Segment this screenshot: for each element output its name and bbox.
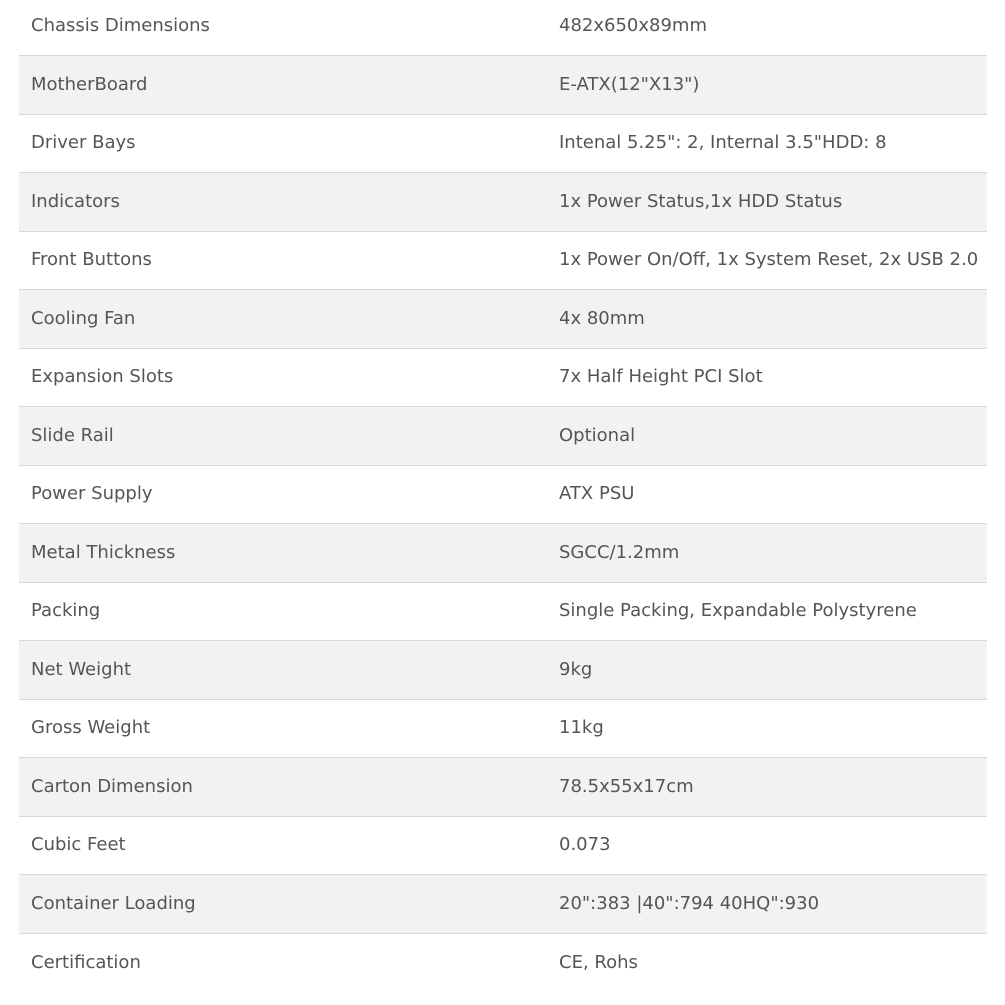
spec-label: Driver Bays bbox=[19, 114, 546, 173]
spec-label: Cooling Fan bbox=[19, 290, 546, 349]
spec-value: 0.073 bbox=[546, 816, 987, 875]
spec-label: Cubic Feet bbox=[19, 816, 546, 875]
spec-value: CE, Rohs bbox=[559, 951, 638, 973]
spec-table-body bbox=[19, 0, 987, 992]
table-row bbox=[19, 56, 987, 115]
spec-value: 7x Half Height PCI Slot bbox=[546, 348, 987, 407]
spec-label: Power Supply bbox=[19, 465, 546, 524]
spec-value: 9kg bbox=[546, 641, 987, 700]
spec-label: Chassis Dimensions bbox=[19, 0, 546, 56]
spec-label: Indicators bbox=[19, 173, 546, 232]
spec-value: 11kg bbox=[546, 699, 987, 758]
spec-label: Gross Weight bbox=[19, 699, 546, 758]
spec-label: Certification bbox=[31, 951, 141, 973]
spec-label: Container Loading bbox=[19, 875, 546, 934]
table-row bbox=[19, 407, 987, 466]
spec-label: Carton Dimension bbox=[19, 758, 546, 817]
spec-label: Front Buttons bbox=[19, 231, 546, 290]
spec-value: 1x Power Status,1x HDD Status bbox=[546, 173, 987, 232]
spec-value: Intenal 5.25": 2, Internal 3.5"HDD: 8 bbox=[546, 114, 987, 173]
spec-label: MotherBoard bbox=[19, 56, 546, 115]
spec-value: 78.5x55x17cm bbox=[546, 758, 987, 817]
spec-value: E-ATX(12"X13") bbox=[546, 56, 987, 115]
spec-value: 4x 80mm bbox=[546, 290, 987, 349]
table-row bbox=[19, 231, 987, 290]
table-row bbox=[19, 699, 987, 758]
spec-label: Metal Thickness bbox=[19, 524, 546, 583]
spec-label: Packing bbox=[19, 582, 546, 641]
spec-value: Optional bbox=[546, 407, 987, 466]
spec-value: 482x650x89mm bbox=[546, 0, 987, 56]
table-row bbox=[19, 758, 987, 817]
spec-value: ATX PSU bbox=[546, 465, 987, 524]
spec-value: 1x Power On/Off, 1x System Reset, 2x USB 2.0 bbox=[546, 231, 987, 290]
table-row bbox=[19, 290, 987, 349]
spec-table bbox=[19, 0, 987, 992]
table-row bbox=[19, 933, 987, 992]
table-row bbox=[19, 875, 987, 934]
table-row bbox=[19, 0, 987, 56]
table-row bbox=[19, 524, 987, 583]
table-row bbox=[19, 348, 987, 407]
spec-label: Expansion Slots bbox=[19, 348, 546, 407]
table-row bbox=[19, 465, 987, 524]
table-row bbox=[19, 816, 987, 875]
spec-label: Slide Rail bbox=[19, 407, 546, 466]
table-row bbox=[19, 114, 987, 173]
table-row bbox=[19, 173, 987, 232]
spec-label: Net Weight bbox=[19, 641, 546, 700]
table-row bbox=[19, 641, 987, 700]
table-row bbox=[19, 582, 987, 641]
spec-value: 20":383 |40":794 40HQ":930 bbox=[546, 875, 987, 934]
spec-value: Single Packing, Expandable Polystyrene bbox=[546, 582, 987, 641]
spec-value: SGCC/1.2mm bbox=[546, 524, 987, 583]
